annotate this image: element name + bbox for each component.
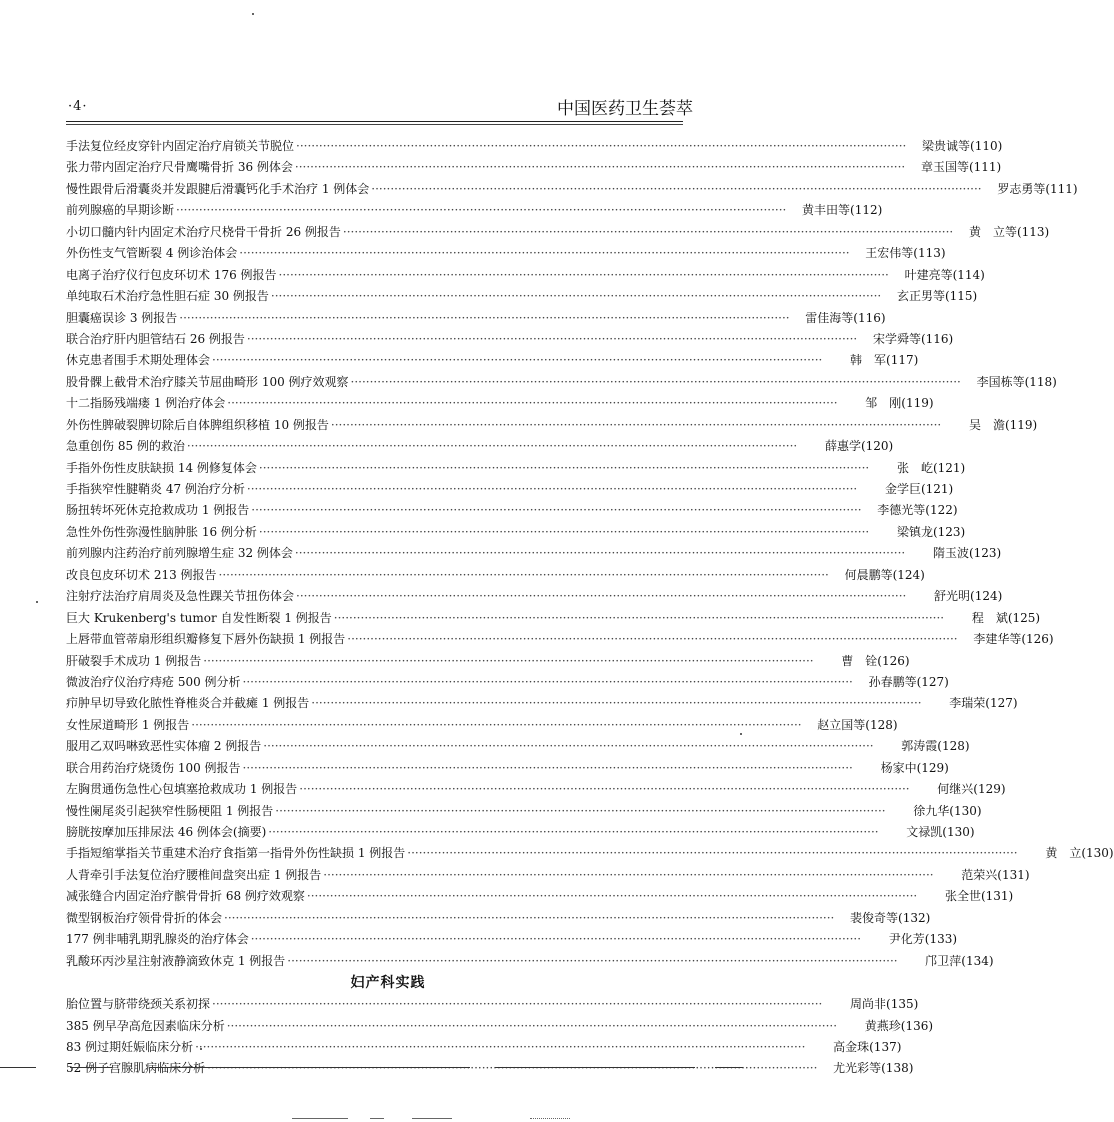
toc-entry <box>66 1058 914 1079</box>
toc-entry <box>66 801 982 822</box>
toc-entry-author-page: 孙春鹏等(127) <box>868 674 949 689</box>
toc-entry-title: 服用乙双吗啉致恶性实体瘤 2 例报告 <box>66 739 262 754</box>
toc-leader-dots <box>239 243 849 264</box>
table-of-contents <box>66 136 1114 1080</box>
toc-entry-author-page: 薛惠学(120) <box>824 439 894 454</box>
toc-entry-title: 膀胱按摩加压排尿法 46 例体会(摘要) <box>66 825 267 839</box>
toc-entry-title: 女性尿道畸形 1 例报告 <box>66 717 190 732</box>
toc-entry-author-page: 玄正男等(115) <box>896 289 978 304</box>
toc-entry <box>66 758 949 779</box>
toc-entry-title: 股骨髁上截骨术治疗膝关节屈曲畸形 100 例疗效观察 <box>66 374 349 389</box>
toc-entry-title: 手指短缩掌指关节重建术治疗食指第一指骨外伤性缺损 1 例报告 <box>66 846 406 861</box>
toc-entry-title: 肠扭转坏死休克抢救成功 1 例报告 <box>66 503 250 518</box>
toc-entry-author-page: 张全世(131) <box>944 889 1014 904</box>
toc-entry <box>66 822 975 843</box>
toc-entry <box>66 608 1041 629</box>
toc-entry-author-page: 程 斌(125) <box>971 610 1041 625</box>
toc-leader-dots <box>203 651 813 672</box>
toc-entry <box>66 865 1030 886</box>
toc-leader-dots <box>247 479 857 500</box>
scan-speck <box>252 13 254 15</box>
toc-leader-dots <box>371 179 981 200</box>
toc-entry <box>66 286 978 307</box>
toc-leader-dots <box>259 458 869 479</box>
toc-leader-dots <box>224 908 834 929</box>
scan-speck <box>200 1048 202 1050</box>
toc-leader-dots <box>311 693 921 714</box>
toc-entry <box>66 908 931 929</box>
toc-entry <box>66 693 1018 714</box>
toc-entry <box>66 415 1038 436</box>
toc-entry <box>66 500 958 521</box>
toc-entry-author-page: 高金珠(137) <box>833 1039 902 1054</box>
toc-entry <box>66 179 1078 200</box>
toc-entry-title: 巨大 Krukenberg's tumor 自发性断裂 1 例报告 <box>66 610 332 625</box>
toc-leader-dots <box>176 200 786 221</box>
scan-mark <box>370 1118 384 1119</box>
section-heading: 妇产科实践 <box>350 975 426 992</box>
toc-entry-title: 胎位置与脐带绕颈关系初探 <box>66 997 211 1012</box>
toc-leader-dots <box>296 136 906 157</box>
toc-entry-author-page: 范荣兴(131) <box>961 867 1030 882</box>
toc-entry-title: 胆囊癌误诊 3 例报告 <box>66 310 178 325</box>
toc-entry-title: 急重创伤 85 例的救治 <box>66 439 185 454</box>
toc-entry-author-page: 梁镇龙(123) <box>896 524 966 539</box>
toc-entry <box>66 736 970 757</box>
toc-entry-author-page: 徐九华(130) <box>913 803 982 818</box>
toc-leader-dots <box>243 758 853 779</box>
toc-leader-dots <box>275 801 885 822</box>
toc-entry-author-page: 邝卫萍(134) <box>925 953 994 968</box>
toc-leader-dots <box>343 222 953 243</box>
toc-entry-author-page: 隋玉波(123) <box>932 546 1002 561</box>
toc-leader-dots <box>334 608 944 629</box>
toc-entry-title: 前列腺癌的早期诊断 <box>66 203 175 218</box>
toc-entry-author-page: 雷佳海等(116) <box>805 310 886 325</box>
scan-bottom-line <box>70 1067 112 1068</box>
toc-entry-title: 休克患者围手术期处理体会 <box>66 353 211 368</box>
toc-leader-dots <box>259 522 869 543</box>
toc-entry <box>66 522 966 543</box>
toc-entry <box>66 629 1054 650</box>
scan-bottom-line <box>0 1067 36 1068</box>
toc-section-1 <box>66 136 1114 972</box>
toc-leader-dots <box>307 886 917 907</box>
toc-entry-author-page: 何继兴(129) <box>937 782 1006 797</box>
toc-entry <box>66 200 883 221</box>
toc-leader-dots <box>331 415 941 436</box>
toc-leader-dots <box>299 779 909 800</box>
toc-entry-title: 肝破裂手术成功 1 例报告 <box>66 653 202 668</box>
scan-bottom-line <box>495 1067 695 1068</box>
toc-entry <box>66 436 894 457</box>
toc-entry <box>66 393 934 414</box>
toc-leader-dots <box>179 308 789 329</box>
scan-mark <box>412 1118 452 1119</box>
toc-entry-author-page: 黄燕珍(136) <box>864 1018 934 1033</box>
toc-entry-author-page: 尤光彩等(138) <box>833 1061 914 1076</box>
scan-bottom-line <box>150 1067 470 1068</box>
toc-entry-title: 慢性跟骨后滑囊炎并发跟腱后滑囊钙化手术治疗 1 例体会 <box>66 181 370 196</box>
toc-entry-title: 减张缝合内固定治疗髌骨骨折 68 例疗效观察 <box>66 889 305 904</box>
toc-entry-title: 177 例非哺乳期乳腺炎的治疗体会 <box>66 932 249 947</box>
toc-entry-title: 联合治疗肝内胆管结石 26 例报告 <box>66 331 245 346</box>
toc-entry <box>66 329 954 350</box>
toc-entry-title: 83 例过期妊娠临床分析 <box>66 1039 194 1054</box>
toc-entry <box>66 350 919 371</box>
toc-entry-author-page: 李瑞荣(127) <box>949 696 1018 711</box>
toc-entry <box>66 308 886 329</box>
toc-leader-dots <box>351 372 961 393</box>
toc-entry-title: 手指外伤性皮肤缺损 14 例修复体会 <box>66 460 257 475</box>
toc-entry-author-page: 黄丰田等(112) <box>802 203 883 218</box>
toc-entry-author-page: 舒光明(124) <box>934 589 1003 604</box>
toc-entry-title: 疖肿早切导致化脓性脊椎炎合并截瘫 1 例报告 <box>66 696 310 711</box>
toc-entry-author-page: 李德光等(122) <box>877 503 958 518</box>
toc-entry <box>66 136 1003 157</box>
toc-entry <box>66 586 1003 607</box>
toc-entry-title: 手法复位经皮穿针内固定治疗肩锁关节脱位 <box>66 139 295 153</box>
toc-leader-dots <box>295 157 905 178</box>
toc-leader-dots <box>263 736 873 757</box>
toc-entry-author-page: 韩 军(117) <box>850 353 919 368</box>
toc-leader-dots <box>227 1016 837 1037</box>
toc-entry <box>66 929 958 950</box>
toc-entry-author-page: 裴俊奇等(132) <box>850 910 931 925</box>
toc-entry <box>66 243 946 264</box>
scan-bottom-line <box>715 1067 743 1068</box>
toc-leader-dots <box>323 865 933 886</box>
toc-leader-dots <box>191 715 801 736</box>
toc-leader-dots <box>195 1037 805 1058</box>
toc-entry <box>66 458 966 479</box>
toc-leader-dots <box>287 951 897 972</box>
toc-entry-author-page: 赵立国等(128) <box>817 717 898 732</box>
toc-entry-author-page: 杨家中(129) <box>880 760 949 775</box>
page-number: ·4· <box>68 99 88 114</box>
toc-leader-dots <box>251 929 861 950</box>
toc-leader-dots <box>251 500 861 521</box>
toc-entry-title: 注射疗法治疗肩周炎及急性踝关节扭伤体会 <box>66 589 295 604</box>
toc-entry <box>66 715 898 736</box>
toc-entry-author-page: 叶建亮等(114) <box>904 267 985 282</box>
toc-entry-author-page: 金学巨(121) <box>884 482 954 496</box>
toc-leader-dots <box>219 565 829 586</box>
toc-entry <box>66 672 949 693</box>
toc-entry-title: 联合用药治疗烧烫伤 100 例报告 <box>66 760 241 775</box>
toc-leader-dots <box>212 994 822 1015</box>
toc-leader-dots <box>407 843 1017 864</box>
toc-entry-author-page: 尹化芳(133) <box>888 932 958 947</box>
toc-entry-author-page: 王宏伟等(113) <box>865 246 946 261</box>
toc-entry-title: 小切口髓内针内固定术治疗尺桡骨干骨折 26 例报告 <box>66 224 341 239</box>
toc-entry <box>66 886 1014 907</box>
toc-leader-dots <box>227 393 837 414</box>
toc-entry <box>66 372 1057 393</box>
toc-entry-author-page: 章玉国等(111) <box>920 160 1002 175</box>
toc-entry-title: 单纯取石术治疗急性胆石症 30 例报告 <box>66 289 269 304</box>
scan-mark <box>530 1118 570 1119</box>
toc-entry-author-page: 文禄凯(130) <box>906 825 975 839</box>
toc-entry <box>66 994 919 1015</box>
scan-speck <box>36 601 38 603</box>
toc-entry-title: 急性外伤性弥漫性脑肿胀 16 例分析 <box>66 524 257 539</box>
toc-entry-title: 前列腺内注药治疗前列腺增生症 32 例体会 <box>66 546 293 561</box>
toc-entry-title: 385 例早孕高危因素临床分析 <box>66 1018 225 1033</box>
toc-entry-title: 左胸贯通伤急性心包填塞抢救成功 1 例报告 <box>66 782 298 797</box>
scan-speck <box>740 733 742 735</box>
toc-leader-dots <box>268 822 878 843</box>
toc-entry-title: 十二指肠残端瘘 1 例治疗体会 <box>66 396 226 411</box>
toc-leader-dots <box>207 1058 817 1079</box>
toc-leader-dots <box>187 436 797 457</box>
toc-entry-title: 手指狭窄性腱鞘炎 47 例治疗分析 <box>66 482 245 496</box>
journal-title: 中国医药卫生荟萃 <box>557 99 693 119</box>
toc-entry-author-page: 黄 立(130) <box>1045 846 1114 861</box>
toc-leader-dots <box>295 543 905 564</box>
toc-entry-title: 微型钢板治疗领骨骨折的体会 <box>66 910 223 925</box>
toc-entry-author-page: 周尚非(135) <box>850 997 919 1012</box>
toc-entry-author-page: 何晨鹏等(124) <box>844 567 925 582</box>
toc-entry-title: 慢性阑尾炎引起狭窄性肠梗阻 1 例报告 <box>66 803 274 818</box>
toc-entry <box>66 265 985 286</box>
toc-entry-author-page: 罗志勇等(111) <box>997 181 1078 196</box>
toc-entry-author-page: 张 屹(121) <box>896 460 966 475</box>
toc-entry-title: 外伤性脾破裂脾切除后自体脾组织移植 10 例报告 <box>66 417 329 432</box>
toc-entry-author-page: 李建华等(126) <box>973 632 1054 647</box>
toc-leader-dots <box>247 329 857 350</box>
toc-entry <box>66 843 1114 864</box>
toc-entry-title: 外伤性支气管断裂 4 例诊治体会 <box>66 246 238 261</box>
toc-entry-title: 人背牵引手法复位治疗腰椎间盘突出症 1 例报告 <box>66 867 322 882</box>
toc-entry <box>66 651 910 672</box>
toc-entry-author-page: 宋学舜等(116) <box>872 331 954 346</box>
toc-entry-title: 52 例子宫腺肌病临床分析 <box>66 1061 206 1076</box>
toc-entry-author-page: 曹 铨(126) <box>841 653 910 668</box>
toc-entry <box>66 479 954 500</box>
toc-entry <box>66 222 1050 243</box>
toc-entry-author-page: 邹 刚(119) <box>865 396 934 411</box>
toc-leader-dots <box>243 672 853 693</box>
toc-entry-title: 上唇带血管蒂扇形组织瓣修复下唇外伤缺损 1 例报告 <box>66 632 346 647</box>
toc-entry <box>66 779 1006 800</box>
toc-leader-dots <box>212 350 822 371</box>
toc-leader-dots <box>279 265 889 286</box>
toc-entry <box>66 1016 934 1037</box>
toc-leader-dots <box>347 629 957 650</box>
toc-entry <box>66 565 925 586</box>
toc-entry <box>66 157 1002 178</box>
toc-entry-author-page: 梁贵诚等(110) <box>922 139 1003 153</box>
toc-entry-title: 电离子治疗仪行包皮环切术 176 例报告 <box>66 267 277 282</box>
toc-entry-title: 乳酸环丙沙星注射液静滴致休克 1 例报告 <box>66 953 286 968</box>
header-rule <box>66 121 683 125</box>
toc-leader-dots <box>271 286 881 307</box>
toc-entry-title: 张力带内固定治疗尺骨鹰嘴骨折 36 例体会 <box>66 160 293 175</box>
toc-entry <box>66 543 1002 564</box>
toc-entry-author-page: 吴 澹(119) <box>968 417 1038 432</box>
toc-entry-title: 微波治疗仪治疗痔疮 500 例分析 <box>66 674 241 689</box>
toc-entry-title: 改良包皮环切术 213 例报告 <box>66 567 217 582</box>
toc-entry-author-page: 黄 立等(113) <box>968 224 1050 239</box>
toc-leader-dots <box>296 586 906 607</box>
toc-entry <box>66 1037 902 1058</box>
toc-entry <box>66 951 994 972</box>
toc-entry-author-page: 郭涛霞(128) <box>901 739 970 754</box>
scan-mark <box>292 1118 348 1119</box>
toc-entry-author-page: 李国栋等(118) <box>976 374 1057 389</box>
